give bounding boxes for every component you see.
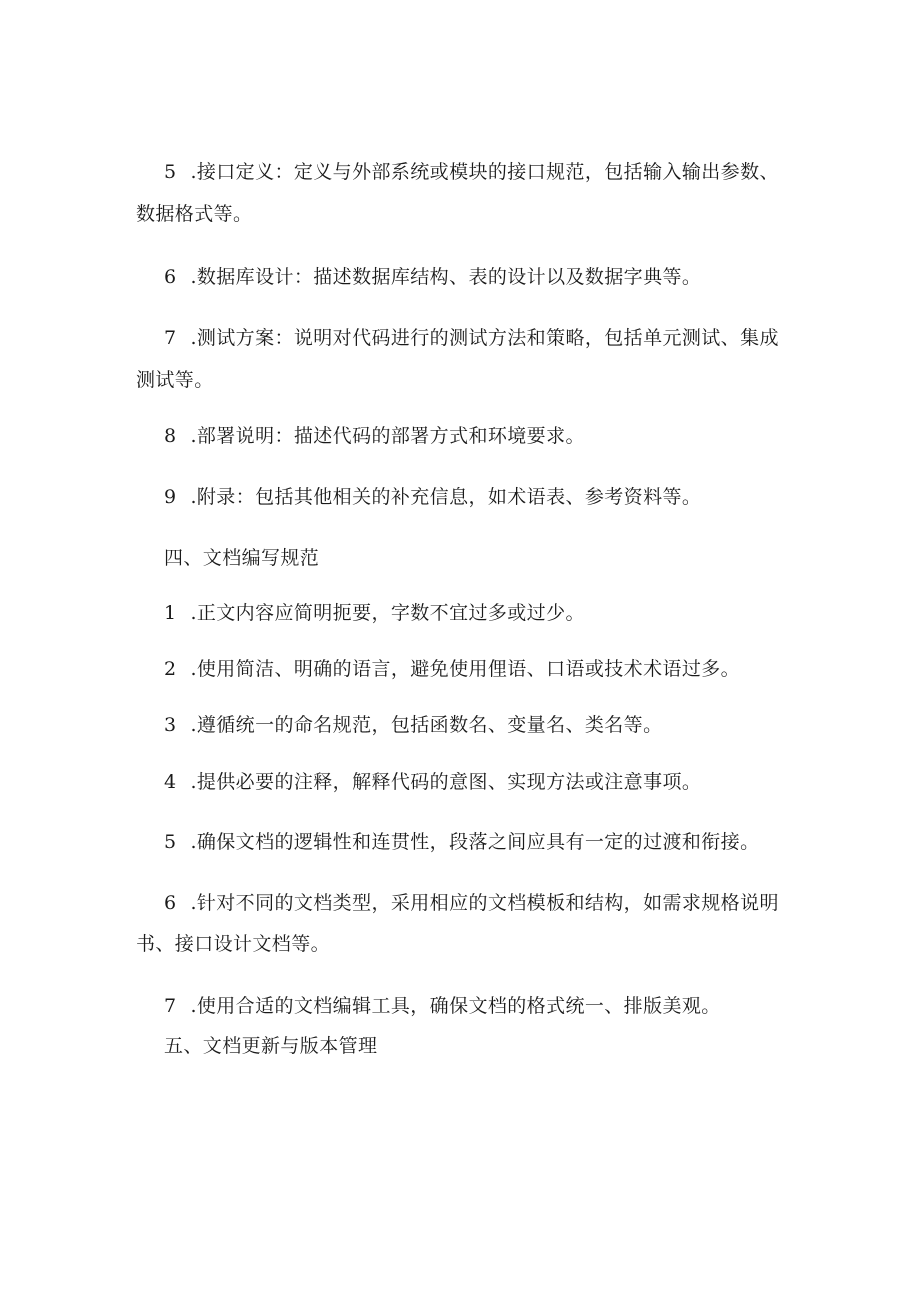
list-item-text: .使用合适的文档编辑工具，确保文档的格式统一、排版美观。 <box>184 995 721 1017</box>
list-item-number: 5 <box>164 161 177 183</box>
list-item-number: 1 <box>164 602 177 624</box>
list-item-number: 6 <box>164 892 177 914</box>
list-item-text: .附录：包括其他相关的补充信息，如术语表、参考资料等。 <box>184 486 702 508</box>
list-item-continuation <box>136 202 252 226</box>
list-item-first-line <box>164 891 779 915</box>
list-item-number: 6 <box>164 266 177 288</box>
list-item-number: 2 <box>164 658 177 680</box>
list-item-number: 3 <box>164 714 177 736</box>
list-item-number: 8 <box>164 425 177 447</box>
list-item-text: .接口定义：定义与外部系统或模块的接口规范，包括输入输出参数、 <box>184 161 779 183</box>
list-item-text: .针对不同的文档类型，采用相应的文档模板和结构，如需求规格说明 <box>184 892 779 914</box>
list-item-text: .遵循统一的命名规范，包括函数名、变量名、类名等。 <box>184 714 663 736</box>
list-item-first-line <box>164 994 721 1018</box>
list-item-first-line <box>164 830 759 854</box>
list-item-first-line <box>164 485 701 509</box>
list-item-text: 数据格式等。 <box>136 203 253 225</box>
list-item-text: 测试等。 <box>136 369 214 391</box>
list-item-number: 7 <box>164 995 177 1017</box>
list-item-continuation <box>136 368 214 392</box>
list-item-first-line <box>164 265 701 289</box>
list-item-first-line <box>164 770 701 794</box>
list-item-first-line <box>164 326 779 350</box>
list-item-number: 4 <box>164 771 177 793</box>
list-item-first-line <box>164 160 779 184</box>
list-item-text: .使用简洁、明确的语言，避免使用俚语、口语或技术术语过多。 <box>184 658 741 680</box>
list-item-first-line <box>164 601 585 625</box>
list-item-continuation <box>136 932 330 956</box>
list-item-first-line <box>164 424 585 448</box>
list-item-text: .提供必要的注释，解释代码的意图、实现方法或注意事项。 <box>184 771 702 793</box>
list-item-first-line <box>164 713 662 737</box>
list-item-text: .确保文档的逻辑性和连贯性，段落之间应具有一定的过渡和衔接。 <box>184 831 760 853</box>
list-item-text: .部署说明：描述代码的部署方式和环境要求。 <box>184 425 585 447</box>
list-item-text: .测试方案：说明对代码进行的测试方法和策略，包括单元测试、集成 <box>184 327 779 349</box>
list-item-first-line <box>164 657 740 681</box>
list-item-text: .数据库设计：描述数据库结构、表的设计以及数据字典等。 <box>184 266 702 288</box>
list-item-number: 7 <box>164 327 177 349</box>
list-item-number: 5 <box>164 831 177 853</box>
section-heading: 四、文档编写规范 <box>164 547 320 569</box>
list-item-text: 书、接口设计文档等。 <box>136 933 331 955</box>
list-item-number: 9 <box>164 486 177 508</box>
section-heading: 五、文档更新与版本管理 <box>164 1035 378 1057</box>
list-item-text: .正文内容应简明扼要，字数不宜过多或过少。 <box>184 602 585 624</box>
